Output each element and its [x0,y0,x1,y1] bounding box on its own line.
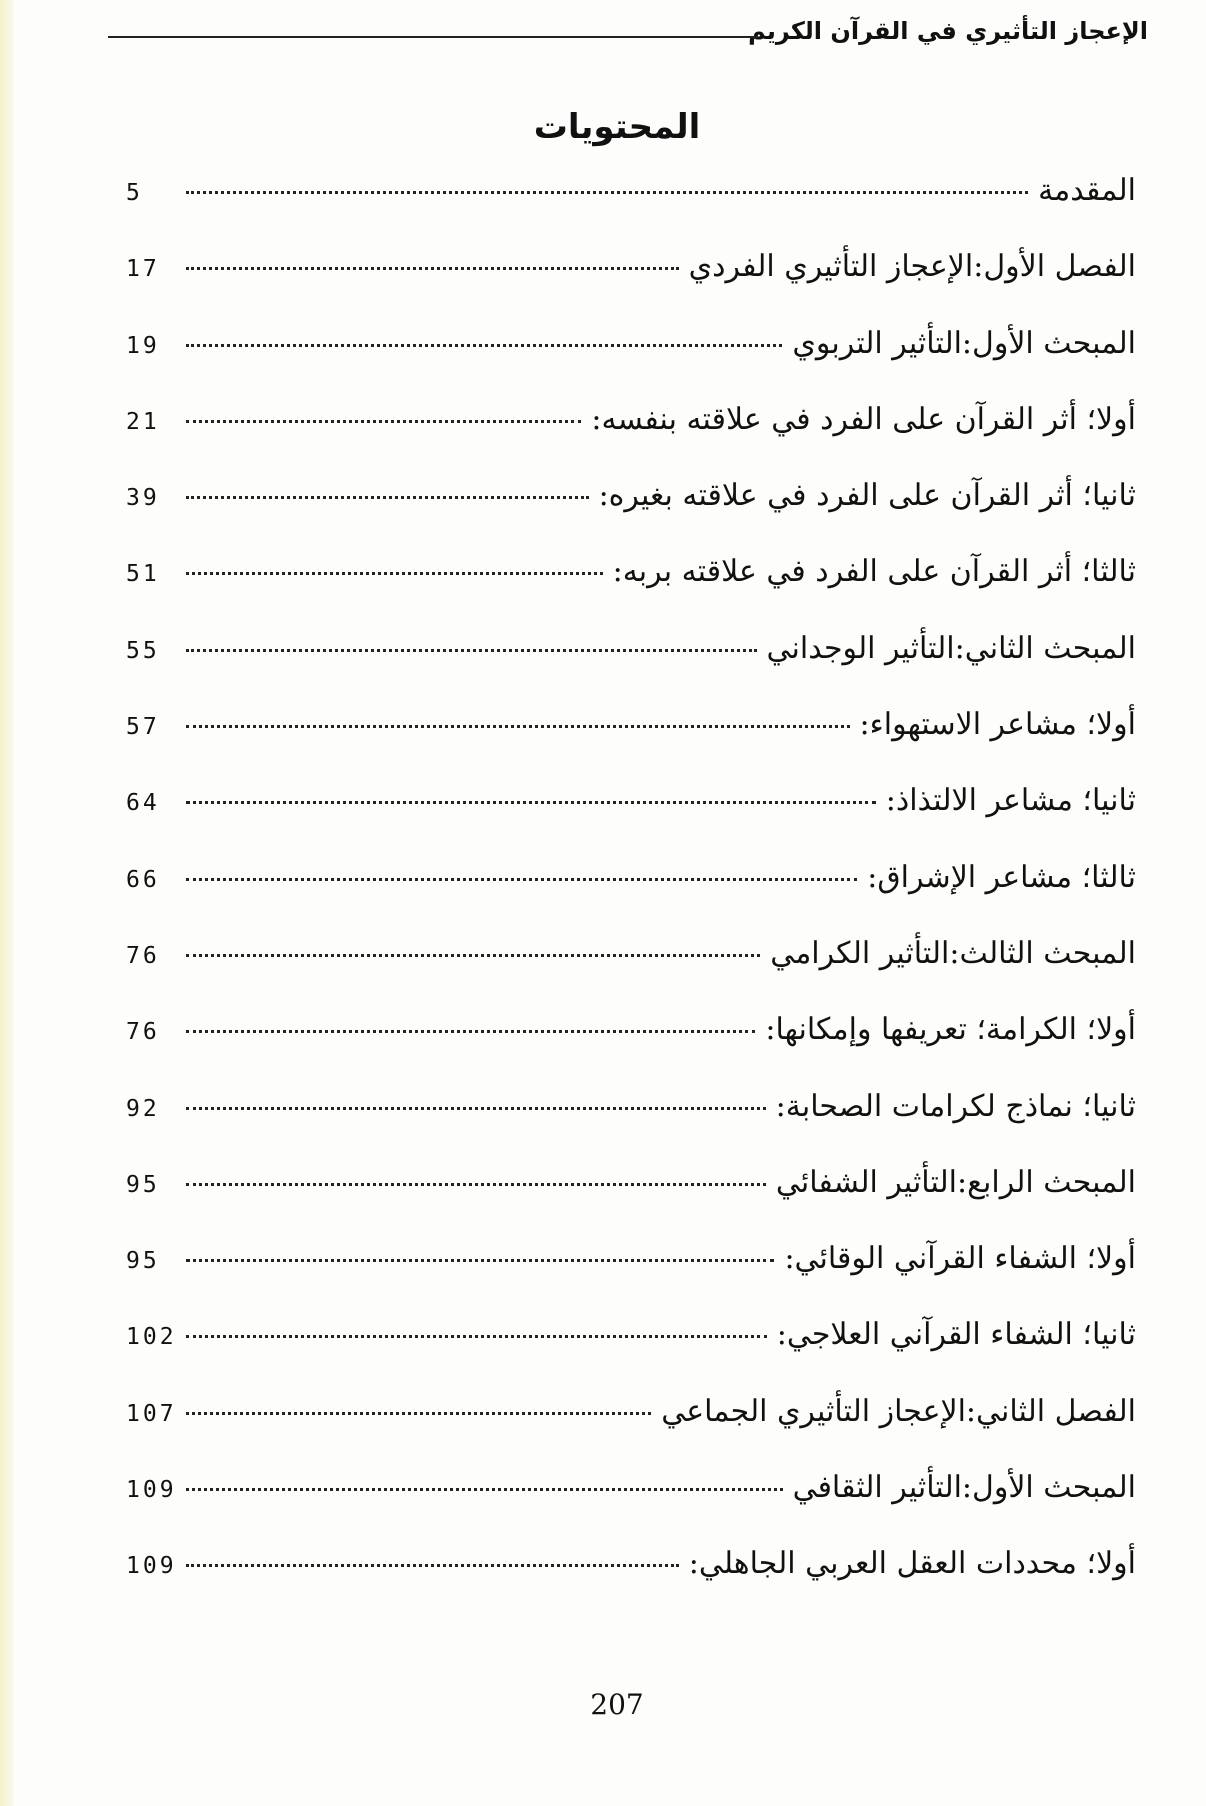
dot-leader [186,1412,651,1415]
toc-entry-title: ثانيا؛ أثر القرآن على الفرد في علاقته بغيره: [598,478,1136,514]
dot-leader [186,267,679,270]
toc-entry-page: 21 [126,408,160,435]
toc-entry-page: 102 [126,1324,177,1351]
toc-entry [126,1541,1136,1617]
toc-entry [126,931,1136,1007]
toc-entry-page: 19 [126,332,160,359]
toc-entry [126,244,1136,320]
toc-entry-title: الفصل الأول:الإعجاز التأثيري الفردي [688,249,1136,285]
toc-entry [126,549,1136,625]
toc-entry-title: المبحث الأول:التأثير التربوي [792,325,1136,361]
toc-entry-title: الفصل الثاني:الإعجاز التأثيري الجماعي [661,1393,1136,1429]
toc-entry-title: أولا؛ الشفاء القرآني الوقائي: [784,1241,1136,1277]
toc-entry-page: 95 [126,1171,160,1198]
toc-entry-title: المبحث الثاني:التأثير الوجداني [766,630,1136,666]
toc-entry-title: ثانيا؛ مشاعر الالتذاذ: [885,783,1136,819]
table-of-contents [126,168,1136,1618]
dot-leader [186,1335,767,1338]
dot-leader [186,1564,679,1567]
toc-entry-page: 55 [126,637,160,664]
toc-entry [126,1160,1136,1236]
dot-leader [186,725,850,728]
dot-leader [186,1107,766,1110]
toc-entry [126,1084,1136,1160]
toc-entry [126,321,1136,397]
dot-leader [186,496,589,499]
toc-entry-title: المبحث الأول:التأثير الثقافي [792,1470,1136,1506]
dot-leader [186,1488,783,1491]
toc-entry-page: 57 [126,714,160,741]
toc-entry [126,168,1136,244]
toc-entry-title: ثانيا؛ الشفاء القرآني العلاجي: [776,1317,1136,1353]
dot-leader [186,191,1028,194]
toc-entry-title: المقدمة [1038,173,1136,208]
toc-entry [126,397,1136,473]
toc-entry-page: 109 [126,1477,177,1504]
toc-entry-page: 66 [126,866,160,893]
dot-leader [186,572,603,575]
toc-entry-title: أولا؛ أثر القرآن على الفرد في علاقته بنفسه: [591,401,1136,437]
toc-entry-page: 76 [126,1019,160,1046]
dot-leader [186,801,876,804]
page-edge-shadow [0,0,14,1806]
dot-leader [186,344,782,347]
toc-entry [126,1236,1136,1312]
toc-entry-page: 76 [126,942,160,969]
toc-entry [126,626,1136,702]
dot-leader [186,954,760,957]
toc-entry [126,855,1136,931]
running-header [90,14,1148,54]
toc-entry-title: ثانيا؛ نماذج لكرامات الصحابة: [775,1088,1136,1124]
running-title: الإعجاز التأثيري في القرآن الكريم [748,17,1148,45]
toc-entry-title: أولا؛ مشاعر الاستهواء: [859,707,1136,743]
toc-entry-page: 95 [126,1248,160,1275]
toc-entry [126,1465,1136,1541]
toc-entry [126,473,1136,549]
dot-leader [186,1259,774,1262]
toc-entry-page: 17 [126,256,160,283]
dot-leader [186,1030,755,1033]
toc-entry-page: 92 [126,1095,160,1122]
toc-entry-title: ثالثا؛ أثر القرآن على الفرد في علاقته بربه: [612,554,1136,590]
dot-leader [186,420,581,423]
dot-leader [186,649,757,652]
toc-entry-page: 39 [126,485,160,512]
toc-entry-title: أولا؛ الكرامة؛ تعريفها وإمكانها: [765,1012,1136,1048]
dot-leader [186,1183,766,1186]
header-rule [108,36,758,38]
toc-entry [126,1312,1136,1388]
toc-entry [126,1007,1136,1083]
page-number: 207 [590,1688,644,1721]
toc-entry [126,778,1136,854]
toc-entry-title: المبحث الثالث:التأثير الكرامي [770,935,1136,971]
toc-entry [126,1389,1136,1465]
toc-entry-page: 64 [126,790,160,817]
toc-entry-page: 51 [126,561,160,588]
toc-title: المحتويات [533,107,701,147]
dot-leader [186,878,857,881]
toc-entry-page: 5 [126,180,143,206]
toc-entry-title: ثالثا؛ مشاعر الإشراق: [867,859,1136,895]
toc-entry [126,702,1136,778]
toc-entry-title: أولا؛ محددات العقل العربي الجاهلي: [688,1546,1136,1582]
toc-entry-page: 107 [126,1400,177,1427]
toc-entry-title: المبحث الرابع:التأثير الشفائي [775,1164,1136,1200]
toc-entry-page: 109 [126,1553,177,1580]
